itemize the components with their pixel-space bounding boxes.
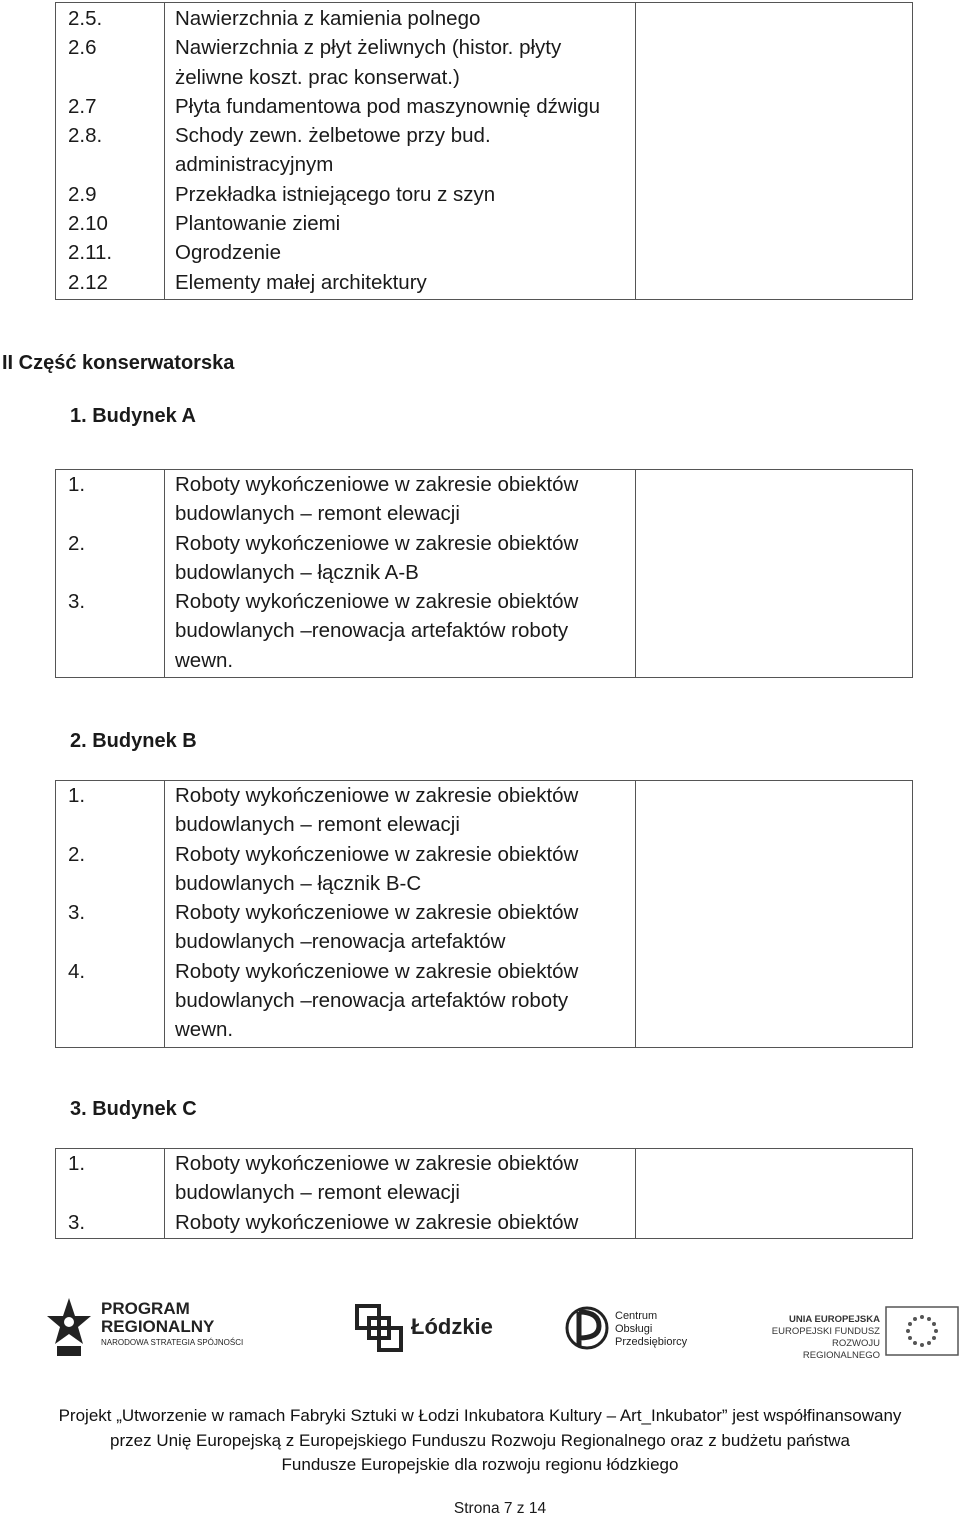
table-row-text: Roboty wykończeniowe w zakresie obiektów budowlanych – łącznik B-C [175,842,579,895]
centrum-line1: Centrum [615,1310,658,1322]
section-title: II Część konserwatorska [2,352,235,374]
centrum-line2: Obsługi [615,1323,653,1335]
table-row-text: Roboty wykończeniowe w zakresie obiektów budowlanych –renowacja artefaktów [175,901,579,954]
eu-line1: UNIA EUROPEJSKA [789,1314,880,1325]
table-row-num: 2.9 [68,182,97,206]
table-row-text: Roboty wykończeniowe w zakresie obiektów [175,1210,579,1234]
table-row-num: 4. [68,959,86,983]
table-row-text: Przekładka istniejącego toru z szyn [175,182,496,206]
table-row-text: Roboty wykończeniowe w zakresie obiektów budowlanych – remont elewacji [175,1152,579,1205]
table-row-num: 2.12 [68,270,108,294]
table-row-num: 3. [68,1210,86,1234]
building-c-title: 3. Budynek C [70,1098,197,1120]
table-row-text: Roboty wykończeniowe w zakresie obiektów budowlanych –renowacja artefaktów roboty wewn. [175,590,579,672]
eu-line2: EUROPEJSKI FUNDUSZ [771,1326,880,1337]
building-b-title: 2. Budynek B [70,730,197,752]
lodzkie-emblem-icon [355,1304,403,1354]
building-b-num-column [56,781,165,1048]
top-table-text-column [165,3,636,300]
top-table [55,2,913,300]
table-row-text: Nawierzchnia z kamienia polnego [175,7,481,30]
building-a-num-column [56,470,165,678]
footer-text [0,1404,960,1478]
table-row-num: 2.8. [68,124,103,148]
table-row-text: Ogrodzenie [175,241,281,265]
table-row-num: 3. [68,590,86,614]
lodzkie-logo [355,1304,505,1358]
eu-logo [760,1304,960,1360]
program-line2: REGIONALNY [101,1317,215,1336]
table-row-num: 1. [68,1152,86,1175]
footer-line3: Fundusze Europejskie dla rozwoju regionu łódzkiego [281,1455,679,1474]
program-line3: NARODOWA STRATEGIA SPÓJNOŚCI [101,1338,244,1347]
table-row-text: Elementy małej architektury [175,270,427,294]
page-number: Strona 7 z 14 [453,1500,547,1517]
building-c-text-column [165,1149,636,1239]
table-row-num: 2.6 [68,36,97,60]
footer-line2: przez Unię Europejską z Europejskiego Funduszu Rozwoju Regionalnego oraz z budżetu państwa [110,1430,850,1450]
table-row-text: Roboty wykończeniowe w zakresie obiektów budowlanych – remont elewacji [175,473,579,526]
table-row-num: 3. [68,901,86,925]
star-figure-icon [45,1296,93,1360]
table-row-num: 1. [68,784,86,807]
cop-emblem-icon [565,1302,611,1354]
table-row-num: 2.10 [68,212,108,236]
table-row-num: 2.7 [68,94,97,118]
footer-line1: Projekt „Utworzenie w ramach Fabryki Sztuki w Łodzi Inkubatora Kultury – Art_Inkubator” jest współfinansowany [58,1406,902,1425]
building-c-table [55,1148,913,1239]
logos-row [40,1290,960,1380]
top-table-empty-column [636,3,913,300]
top-table-num-column [56,3,165,300]
table-row-text: Roboty wykończeniowe w zakresie obiektów budowlanych – remont elewacji [175,784,579,837]
building-a-title: 1. Budynek A [70,405,196,427]
building-b-table [55,780,913,1048]
table-row-text: Plantowanie ziemi [175,212,341,236]
eu-line3: ROZWOJU REGIONALNEGO [802,1338,880,1361]
program-line1: PROGRAM [101,1299,190,1318]
building-b-empty-column [636,781,913,1048]
building-a-table [55,469,913,678]
building-c-empty-column [636,1149,913,1239]
table-row-text: Roboty wykończeniowe w zakresie obiektów budowlanych – łącznik A-B [175,531,579,584]
table-row-num: 1. [68,473,86,496]
table-row-text: Roboty wykończeniowe w zakresie obiektów budowlanych –renowacja artefaktów roboty wewn. [175,959,579,1042]
table-row-num: 2. [68,842,86,866]
lodzkie-text: Łódzkie [411,1314,493,1339]
table-row-text: Płyta fundamentowa pod maszynownię dźwigu [175,94,601,118]
building-a-empty-column [636,470,913,678]
program-regionalny-logo [45,1296,255,1362]
centrum-line3: Przedsiębiorcy [615,1336,688,1348]
building-b-text-column [165,781,636,1048]
table-row-num: 2.11. [68,241,113,265]
building-a-text-column [165,470,636,678]
table-row-text: Nawierzchnia z płyt żeliwnych (histor. płyty żeliwne koszt. prac konserwat.) [175,36,562,89]
building-c-num-column [56,1149,165,1239]
eu-flag-icon [885,1306,959,1356]
table-row-text: Schody zewn. żelbetowe przy bud. administracyjnym [175,124,491,177]
table-row-num: 2.5. [68,7,103,30]
table-row-num: 2. [68,531,86,555]
centrum-obslugi-logo [565,1302,705,1358]
